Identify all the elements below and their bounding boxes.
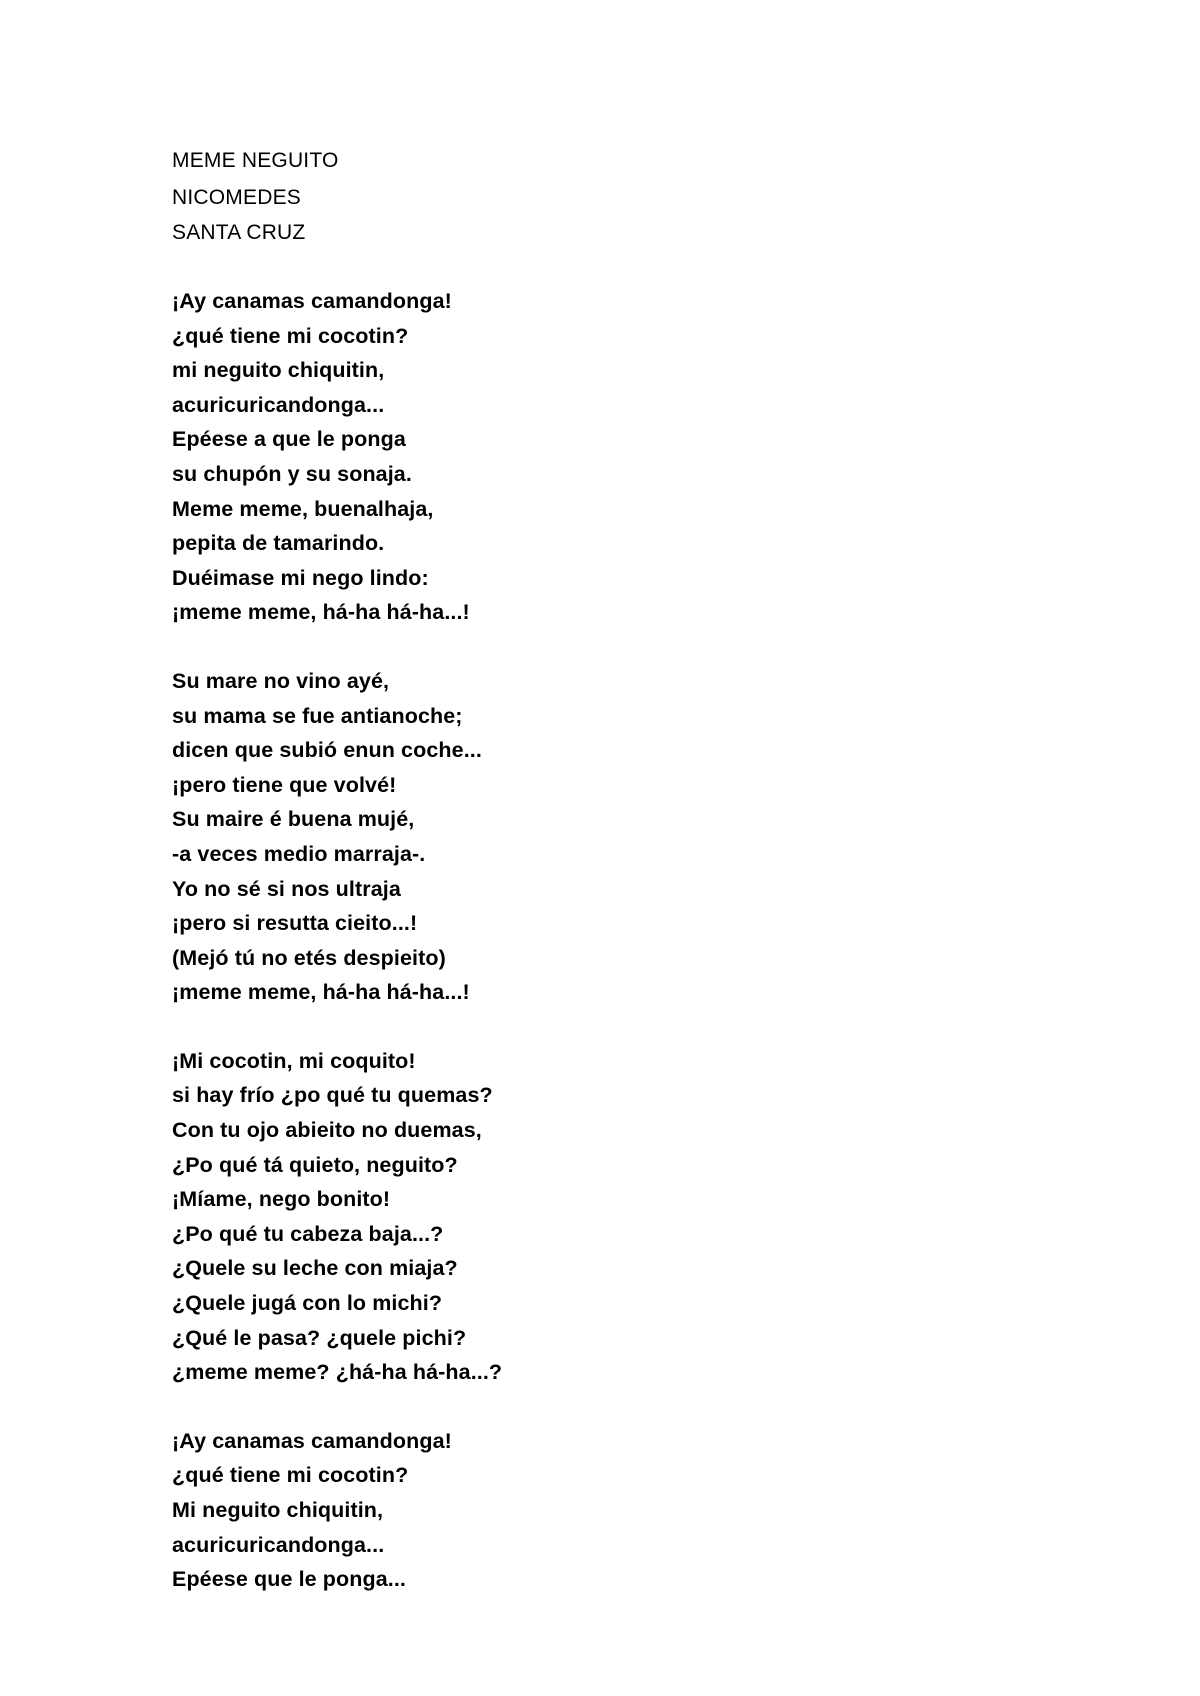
verse-line: ¡pero si resutta cieito...! xyxy=(172,911,418,936)
verse-line: Epéese a que le ponga xyxy=(172,427,406,452)
verse-line: Mi neguito chiquitin, xyxy=(172,1498,384,1522)
verse-line: Epéese que le ponga... xyxy=(172,1567,406,1592)
verse-line: Su maire é buena mujé, xyxy=(172,807,415,832)
poem-title: MEME NEGUITO xyxy=(172,149,339,172)
verse-line: ¡pero tiene que volvé! xyxy=(172,772,397,797)
verse-line: ¡Ay canamas camandonga! xyxy=(172,289,452,313)
stanza-2 xyxy=(172,664,972,1010)
verse-line: su mama se fue antianoche; xyxy=(172,703,463,728)
author-first-name: NICOMEDES xyxy=(172,186,301,209)
verse-line: ¡Mi cocotin, mi coquito! xyxy=(172,1048,416,1073)
author-last-name: SANTA CRUZ xyxy=(172,221,306,244)
verse-line: ¡Ay canamas camandonga! xyxy=(172,1428,452,1453)
verse-line: ¿Po qué tá quieto, neguito? xyxy=(172,1152,458,1177)
verse-line: ¿qué tiene mi cocotin? xyxy=(172,323,409,348)
verse-line: Yo no sé si nos ultraja xyxy=(172,876,401,901)
verse-line: si hay frío ¿po qué tu quemas? xyxy=(172,1083,493,1108)
verse-line: -a veces medio marraja-. xyxy=(172,841,426,866)
verse-line: ¿Quele jugá con lo michi? xyxy=(172,1291,443,1316)
verse-line: Su mare no vino ayé, xyxy=(172,668,390,693)
verse-line: ¿Po qué tu cabeza baja...? xyxy=(172,1221,444,1246)
verse-line: ¿Quele su leche con miaja? xyxy=(172,1256,458,1281)
stanza-1 xyxy=(172,284,972,630)
verse-line: Con tu ojo abieito no duemas, xyxy=(172,1118,482,1143)
verse-line: ¿qué tiene mi cocotin? xyxy=(172,1463,409,1488)
verse-line: (Mejó tú no etés despieito) xyxy=(172,945,446,970)
poem-content xyxy=(172,143,972,1597)
verse-line: ¿meme meme? ¿há-ha há-ha...? xyxy=(172,1360,503,1385)
stanza-3 xyxy=(172,1044,972,1390)
verse-line: ¡meme meme, há-ha há-ha...! xyxy=(172,600,470,625)
verse-line: mi neguito chiquitin, xyxy=(172,358,385,383)
verse-line: acuricuricandonga... xyxy=(172,392,385,417)
verse-line: pepita de tamarindo. xyxy=(172,531,385,556)
verse-line: Duéimase mi nego lindo: xyxy=(172,565,429,590)
verse-line: Meme meme, buenalhaja, xyxy=(172,496,434,521)
verse-line: su chupón y su sonaja. xyxy=(172,461,412,486)
verse-line: ¿Qué le pasa? ¿quele pichi? xyxy=(172,1325,467,1350)
verse-line: acuricuricandonga... xyxy=(172,1532,385,1557)
stanza-4 xyxy=(172,1424,972,1597)
verse-line: dicen que subió enun coche... xyxy=(172,738,482,763)
verse-line: ¡meme meme, há-ha há-ha...! xyxy=(172,980,470,1005)
verse-line: ¡Míame, nego bonito! xyxy=(172,1187,391,1212)
